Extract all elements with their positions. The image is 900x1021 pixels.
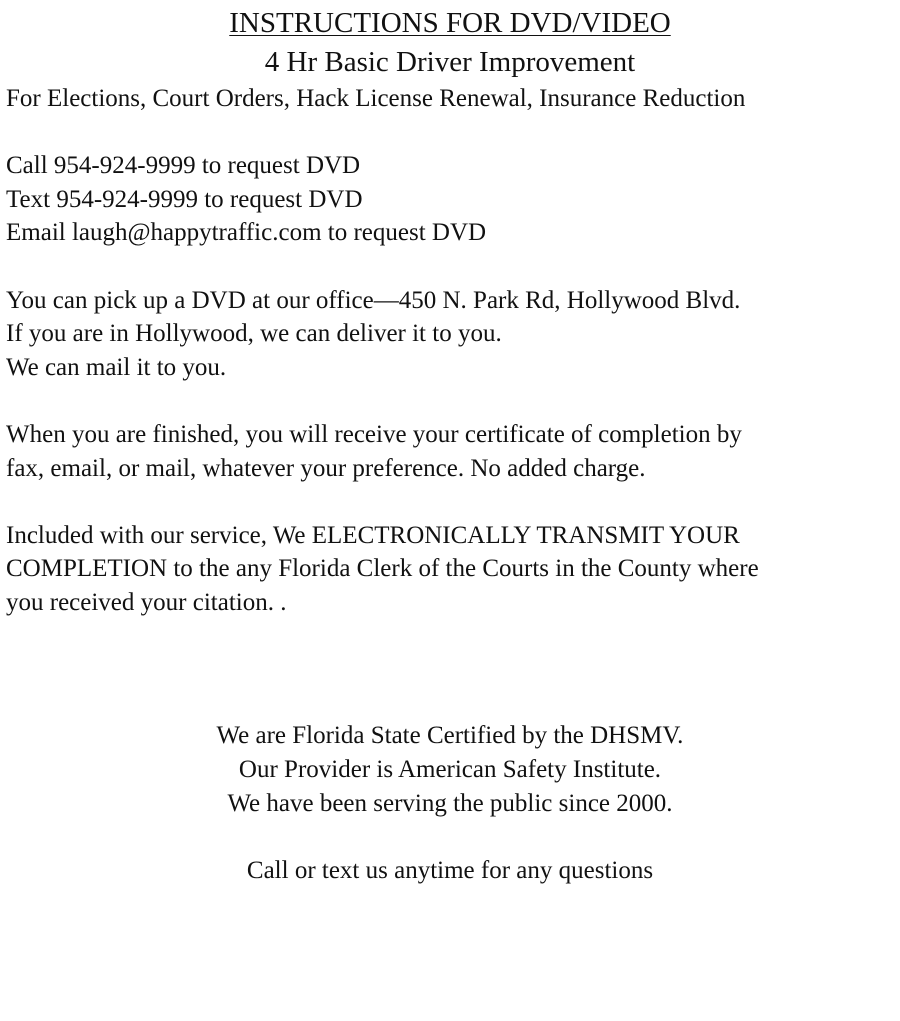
serving-since-text: We have been serving the public since 2000. (227, 790, 673, 817)
pickup-office-text: You can pick up a DVD at our office—450 N. Park Rd, Hollywood Blvd. (6, 287, 741, 314)
document-subtitle: 4 Hr Basic Driver Improvement (264, 46, 636, 78)
text-request-text: Text 954-924-9999 to request DVD (6, 186, 363, 213)
transmit-text-line-2: COMPLETION to the any Florida Clerk of the Courts in the County where (6, 555, 759, 582)
certified-text: We are Florida State Certified by the DHSMV. (216, 722, 684, 749)
transmit-text-line-1: Included with our service, We ELECTRONICALLY TRANSMIT YOUR (6, 522, 740, 549)
mail-text: We can mail it to you. (6, 354, 227, 381)
certificate-text-line-2: fax, email, or mail, whatever your preference. No added charge. (6, 455, 646, 482)
purposes-text: For Elections, Court Orders, Hack License Renewal, Insurance Reduction (6, 85, 746, 112)
delivery-text: If you are in Hollywood, we can deliver it to you. (6, 320, 502, 347)
provider-text: Our Provider is American Safety Institute. (238, 756, 662, 783)
email-request-text: Email laugh@happytraffic.com to request DVD (6, 219, 487, 246)
certificate-text-line-1: When you are finished, you will receive your certificate of completion by (6, 421, 742, 448)
questions-text: Call or text us anytime for any questions (246, 857, 654, 884)
document-title: INSTRUCTIONS FOR DVD/VIDEO (229, 7, 671, 39)
transmit-text-line-3: you received your citation. . (6, 589, 287, 616)
call-request-text: Call 954-924-9999 to request DVD (6, 152, 361, 179)
